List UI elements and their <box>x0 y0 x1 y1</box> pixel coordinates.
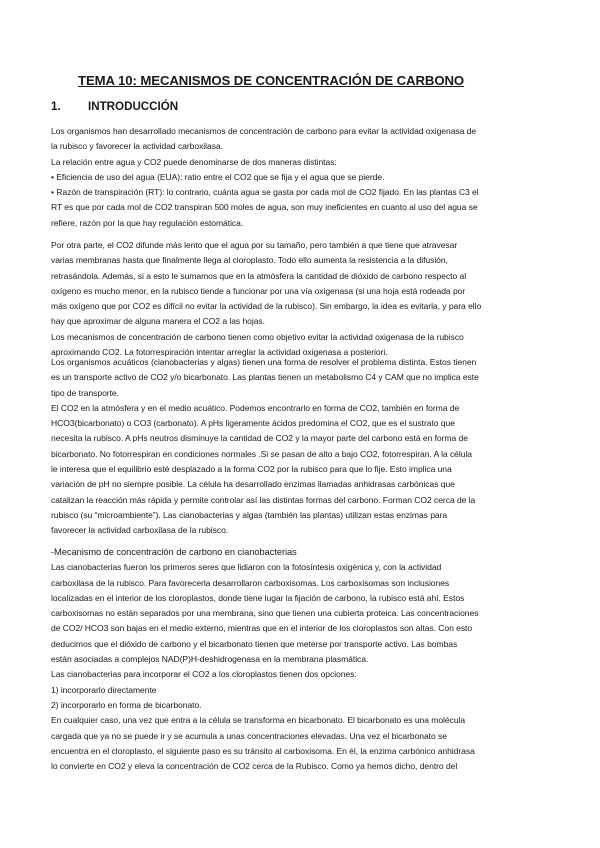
section-heading <box>51 100 178 113</box>
text-line: La relación entre agua y CO2 puede denominarse de dos maneras distintas: <box>51 156 337 167</box>
text-line: favorecer la actividad carboxilasa de la rubisco. <box>51 525 229 536</box>
section-title: INTRODUCCIÓN <box>88 100 179 113</box>
paragraph-intro <box>51 124 551 231</box>
text-line: localizadas en el interior de los cloroplastos, donde tiene lugar la fijación de carbono, la rubisco está ahí. Estos <box>51 592 465 603</box>
text-line: El CO2 en la atmósfera y en el medio acuático. Podemos encontrarlo en forma de CO2, también en forma de <box>51 402 460 413</box>
text-line: encuentra en el cloroplasto, el siguiente paso es su tránsito al carboxisoma. En él, la enzima carbónico anhidrasa <box>51 745 475 756</box>
text-line: hay que aproximar de alguna manera el CO2 a las hojas. <box>51 316 265 327</box>
text-line: Las cianobacterias para incorporar el CO2 a los cloroplastos tienen dos opciones: <box>51 669 357 680</box>
text-line: aproximando CO2. La fotorrespiración intentar arreglar la actividad oxigenasa a posteriori. <box>51 347 388 358</box>
text-line: 2) incorporarlo en forma de bicarbonato. <box>51 699 202 710</box>
section-number: 1. <box>51 100 61 113</box>
text-line: • Razón de transpiración (RT): lo contrario, cuánta agua se gasta por cada mol de CO2 fijado. En las plantas C3 el <box>51 187 479 198</box>
text-line: catalizan la reacción más rápida y permite controlar así las distintas formas del carbono. Forman CO2 cerca de la <box>51 494 476 505</box>
text-line: necesita la rubisco. A pHs neutros disminuye la cantidad de CO2 y la mayor parte del carbono está en forma de <box>51 433 468 444</box>
text-line: varias membranas hasta que finalmente llega al cloroplasto. Todo ello aumenta la resistencia a la difusión, <box>51 255 448 266</box>
document-title: TEMA 10: MECANISMOS DE CONCENTRACIÓN DE CARBONO <box>78 73 465 88</box>
text-line: más oxígeno que por CO2 es difícil no evitar la actividad de la rubisco). Sin embargo, la idea es evitarla, y para ello <box>51 301 482 312</box>
text-line: cargada que ya no se puede ir y se acumula a unas concentraciones elevadas. Una vez el bicarbonato se <box>51 730 447 741</box>
text-line: Los organismos han desarrollado mecanismos de concentración de carbono para evitar la actividad oxigenasa de <box>51 126 477 136</box>
text-line: rubisco (su “microambiente”). Las cianobacterias y algas (también las plantas) utilizan estas enzimas para <box>51 509 448 520</box>
text-line: deducimos que el dióxido de carbono y el bicarbonato tienen que meterse por transporte activo. Las bombas <box>51 638 458 649</box>
text-line: refiere, razón por la que hay regulación estomática. <box>51 217 244 228</box>
text-line: lo convierte en CO2 y eleva la concentración de CO2 cerca de la Rubisco. Como ya hemos dicho, dentro del <box>51 761 458 772</box>
text-line: RT es que por cada mol de CO2 transpiran 500 moles de agua, son muy ineficientes en cuanto al uso del agua se <box>51 202 478 213</box>
text-line: oxígeno es mucho menor, en la rubisco tiende a funcionar por una vía oxigenasa (si una hoja está rodeada por <box>51 285 466 296</box>
paragraph-cyanobacteria <box>51 545 551 774</box>
subsection-heading: -Mecanismo de concentración de carbono en cianobacterias <box>51 547 297 557</box>
text-line: 1) incorporarlo directamente <box>51 684 157 695</box>
text-line: bicarbonato. No fotorrespiran en condiciones normales .Si se pasan de alto a bajo CO2, fotorrespiran. A la célula <box>51 448 472 459</box>
text-line: variación de pH no siempre posible. La célula ha desarrollado enzimas llamadas anhidrasas carbónicas que <box>51 479 455 490</box>
text-line: tipo de transporte. <box>51 387 119 398</box>
text-line: En cualquier caso, una vez que entra a la célula se transforma en bicarbonato. El bicarbonato es una molécula <box>51 715 466 726</box>
text-line: es un transporte activo de CO2 y/o bicarbonato. Las plantas tienen un metabolismo C4 y CAM que no implica este <box>51 372 479 383</box>
text-line: HCO3(bicarbonato) o CO3 (carbonato). A pHs ligeramente ácidos predomina el CO2, que es el sustrato que <box>51 418 455 429</box>
text-line: están asociadas a complejos NAD(P)H-deshidrogenasa en la membrana plasmática. <box>51 654 369 665</box>
text-line: retrasándola. Además, si a esto le sumamos que en la atmósfera la cantidad de dióxido de carbono respecto al <box>51 270 467 281</box>
text-line: la rubisco y favorecer la actividad carboxilasa. <box>51 141 223 152</box>
text-line: carboxisomas no están separados por una membrana, sino que tienen una cubierta proteica. Las concentraciones <box>51 608 479 619</box>
text-line: le interesa que el equilibrio esté desplazado a la forma CO2 por la rubisco para que lo fije. Esto implica una <box>51 464 452 475</box>
text-line: Por otra parte, el CO2 difunde más lento que el agua por su tamaño, pero también a que tiene que atravesar <box>51 240 458 250</box>
paragraph-co2-diffusion <box>51 238 551 360</box>
text-line: carboxilasa de la rubisco. Para favorecerla desarrollaron carboxisomas. Los carboxisomas son inclusiones <box>51 577 450 588</box>
text-line: Los mecanismos de concentración de carbono tienen como objetivo evitar la actividad oxigenasa de la rubisco <box>51 331 464 342</box>
text-line: Las cianobacterias fueron los primeros seres que lidiaron con la fotosíntesis oxigénica y, con la actividad <box>51 562 442 573</box>
paragraph-aquatic-organisms <box>51 355 551 539</box>
text-line: Los organismos acuáticos (cianobacterias y algas) tienen una forma de resolver el problema distinta. Estos tienen <box>51 357 477 367</box>
text-line: de CO2/ HCO3 son bajas en el medio externo, mientras que en el interior de los cloroplastos son altas. Con esto <box>51 623 473 634</box>
text-line: • Eficiencia de uso del agua (EUA): ratio entre el CO2 que se fija y el agua que se pierde. <box>51 171 385 182</box>
